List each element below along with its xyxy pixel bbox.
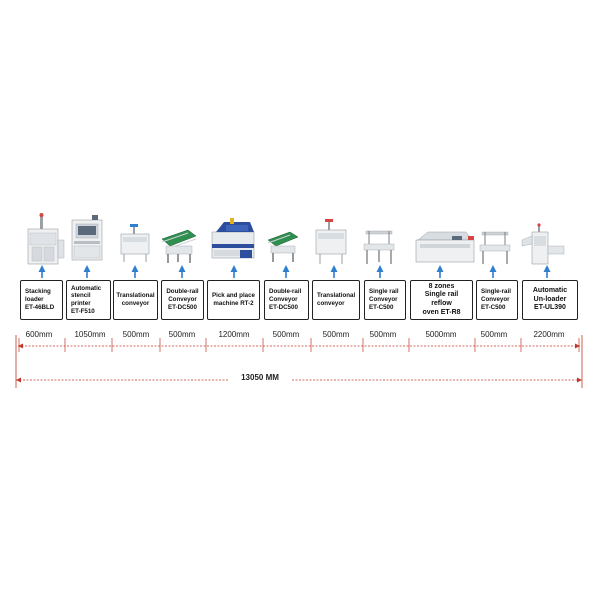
stacking-loader-icon	[28, 213, 64, 264]
station-label-box	[410, 280, 473, 320]
station-label-box	[522, 280, 578, 320]
station-label-line: conveyor	[121, 300, 150, 307]
station-length: 1200mm	[218, 330, 250, 339]
station-label-line: Conveyor	[369, 296, 398, 304]
reflow-oven-icon	[416, 232, 474, 262]
station-length: 2200mm	[533, 330, 565, 339]
up-arrow-icon	[39, 265, 46, 278]
station-label-line: Pick and place	[212, 292, 255, 300]
up-arrow-icon	[377, 265, 384, 278]
station-label-line: Single rail	[369, 288, 399, 296]
up-arrow-icon	[283, 265, 290, 278]
station-label-box	[207, 280, 260, 320]
total-dimension-line	[16, 335, 582, 388]
station-label-line: Automatic	[71, 284, 102, 292]
station-label-line: ET-F510	[71, 307, 95, 315]
station-label-box	[312, 280, 360, 320]
up-arrow-icon	[132, 265, 139, 278]
station-boundary-ticks	[19, 338, 579, 352]
station-label-box	[264, 280, 309, 320]
station-length: 500mm	[168, 330, 196, 339]
station-label-line: oven ET-R8	[422, 308, 461, 316]
station-length: 500mm	[480, 330, 508, 339]
station-label-box	[66, 280, 111, 320]
up-arrow-icon	[437, 265, 444, 278]
station-label-line: 8 zones	[428, 282, 455, 290]
station-label-line: Conveyor	[168, 296, 197, 304]
station-label-line: Double-rail	[166, 288, 199, 296]
station-length: 5000mm	[425, 330, 457, 339]
pick-and-place-icon	[212, 218, 254, 258]
station-label-line: Single rail reflow	[424, 291, 459, 307]
station-label-line: Automatic	[532, 286, 568, 294]
station-label-line: Double-rail	[269, 288, 302, 296]
station-length: 500mm	[369, 330, 397, 339]
station-label-box	[161, 280, 204, 320]
up-arrow-icon	[544, 265, 551, 278]
station-length: 500mm	[122, 330, 150, 339]
total-length-label: 13050 MM	[241, 373, 279, 382]
single-rail-conveyor-icon	[364, 231, 394, 264]
up-arrow-icon	[331, 265, 338, 278]
station-label-line: ET-46BLD	[25, 303, 55, 311]
station-label-box	[20, 280, 63, 320]
station-label-line: ET-C500	[369, 303, 394, 311]
double-rail-conveyor-icon	[268, 232, 298, 262]
station-label-line: Single-rail	[481, 288, 511, 296]
station-dimension-line	[18, 344, 580, 349]
station-label-line: ET-DC500	[168, 303, 197, 311]
stencil-printer-icon	[72, 215, 102, 260]
translational-conveyor-icon	[316, 219, 346, 264]
station-label-line: Translational	[116, 292, 155, 300]
station-label-line: loader	[25, 296, 44, 304]
station-label-line: Translational	[317, 292, 356, 300]
station-label-line: ET-C500	[481, 303, 506, 311]
station-label-line: Stacking	[25, 288, 51, 296]
station-label-line: ET-UL390	[534, 304, 566, 312]
station-length: 1050mm	[74, 330, 106, 339]
up-arrow-icon	[231, 265, 238, 278]
station-label-box	[364, 280, 406, 320]
station-label-line: stencil printer	[71, 292, 91, 307]
single-rail-conveyor-icon	[480, 232, 510, 264]
translational-conveyor-icon	[121, 224, 149, 262]
flow-arrows	[39, 265, 551, 278]
station-label-line: conveyor	[317, 300, 345, 307]
up-arrow-icon	[490, 265, 497, 278]
station-label-line: machine RT-2	[213, 300, 254, 307]
station-label-line: Conveyor	[481, 296, 510, 304]
station-length: 500mm	[322, 330, 350, 339]
station-length: 600mm	[25, 330, 53, 339]
station-length: 500mm	[272, 330, 300, 339]
station-label-line: Conveyor	[269, 296, 298, 304]
station-label-line: ET-DC500	[269, 303, 298, 311]
unloader-icon	[522, 223, 564, 264]
station-label-box	[476, 280, 518, 320]
station-label-box	[113, 280, 158, 320]
station-label-line: Un-loader	[533, 295, 567, 303]
up-arrow-icon	[84, 265, 91, 278]
up-arrow-icon	[179, 265, 186, 278]
double-rail-conveyor-icon	[162, 230, 196, 263]
